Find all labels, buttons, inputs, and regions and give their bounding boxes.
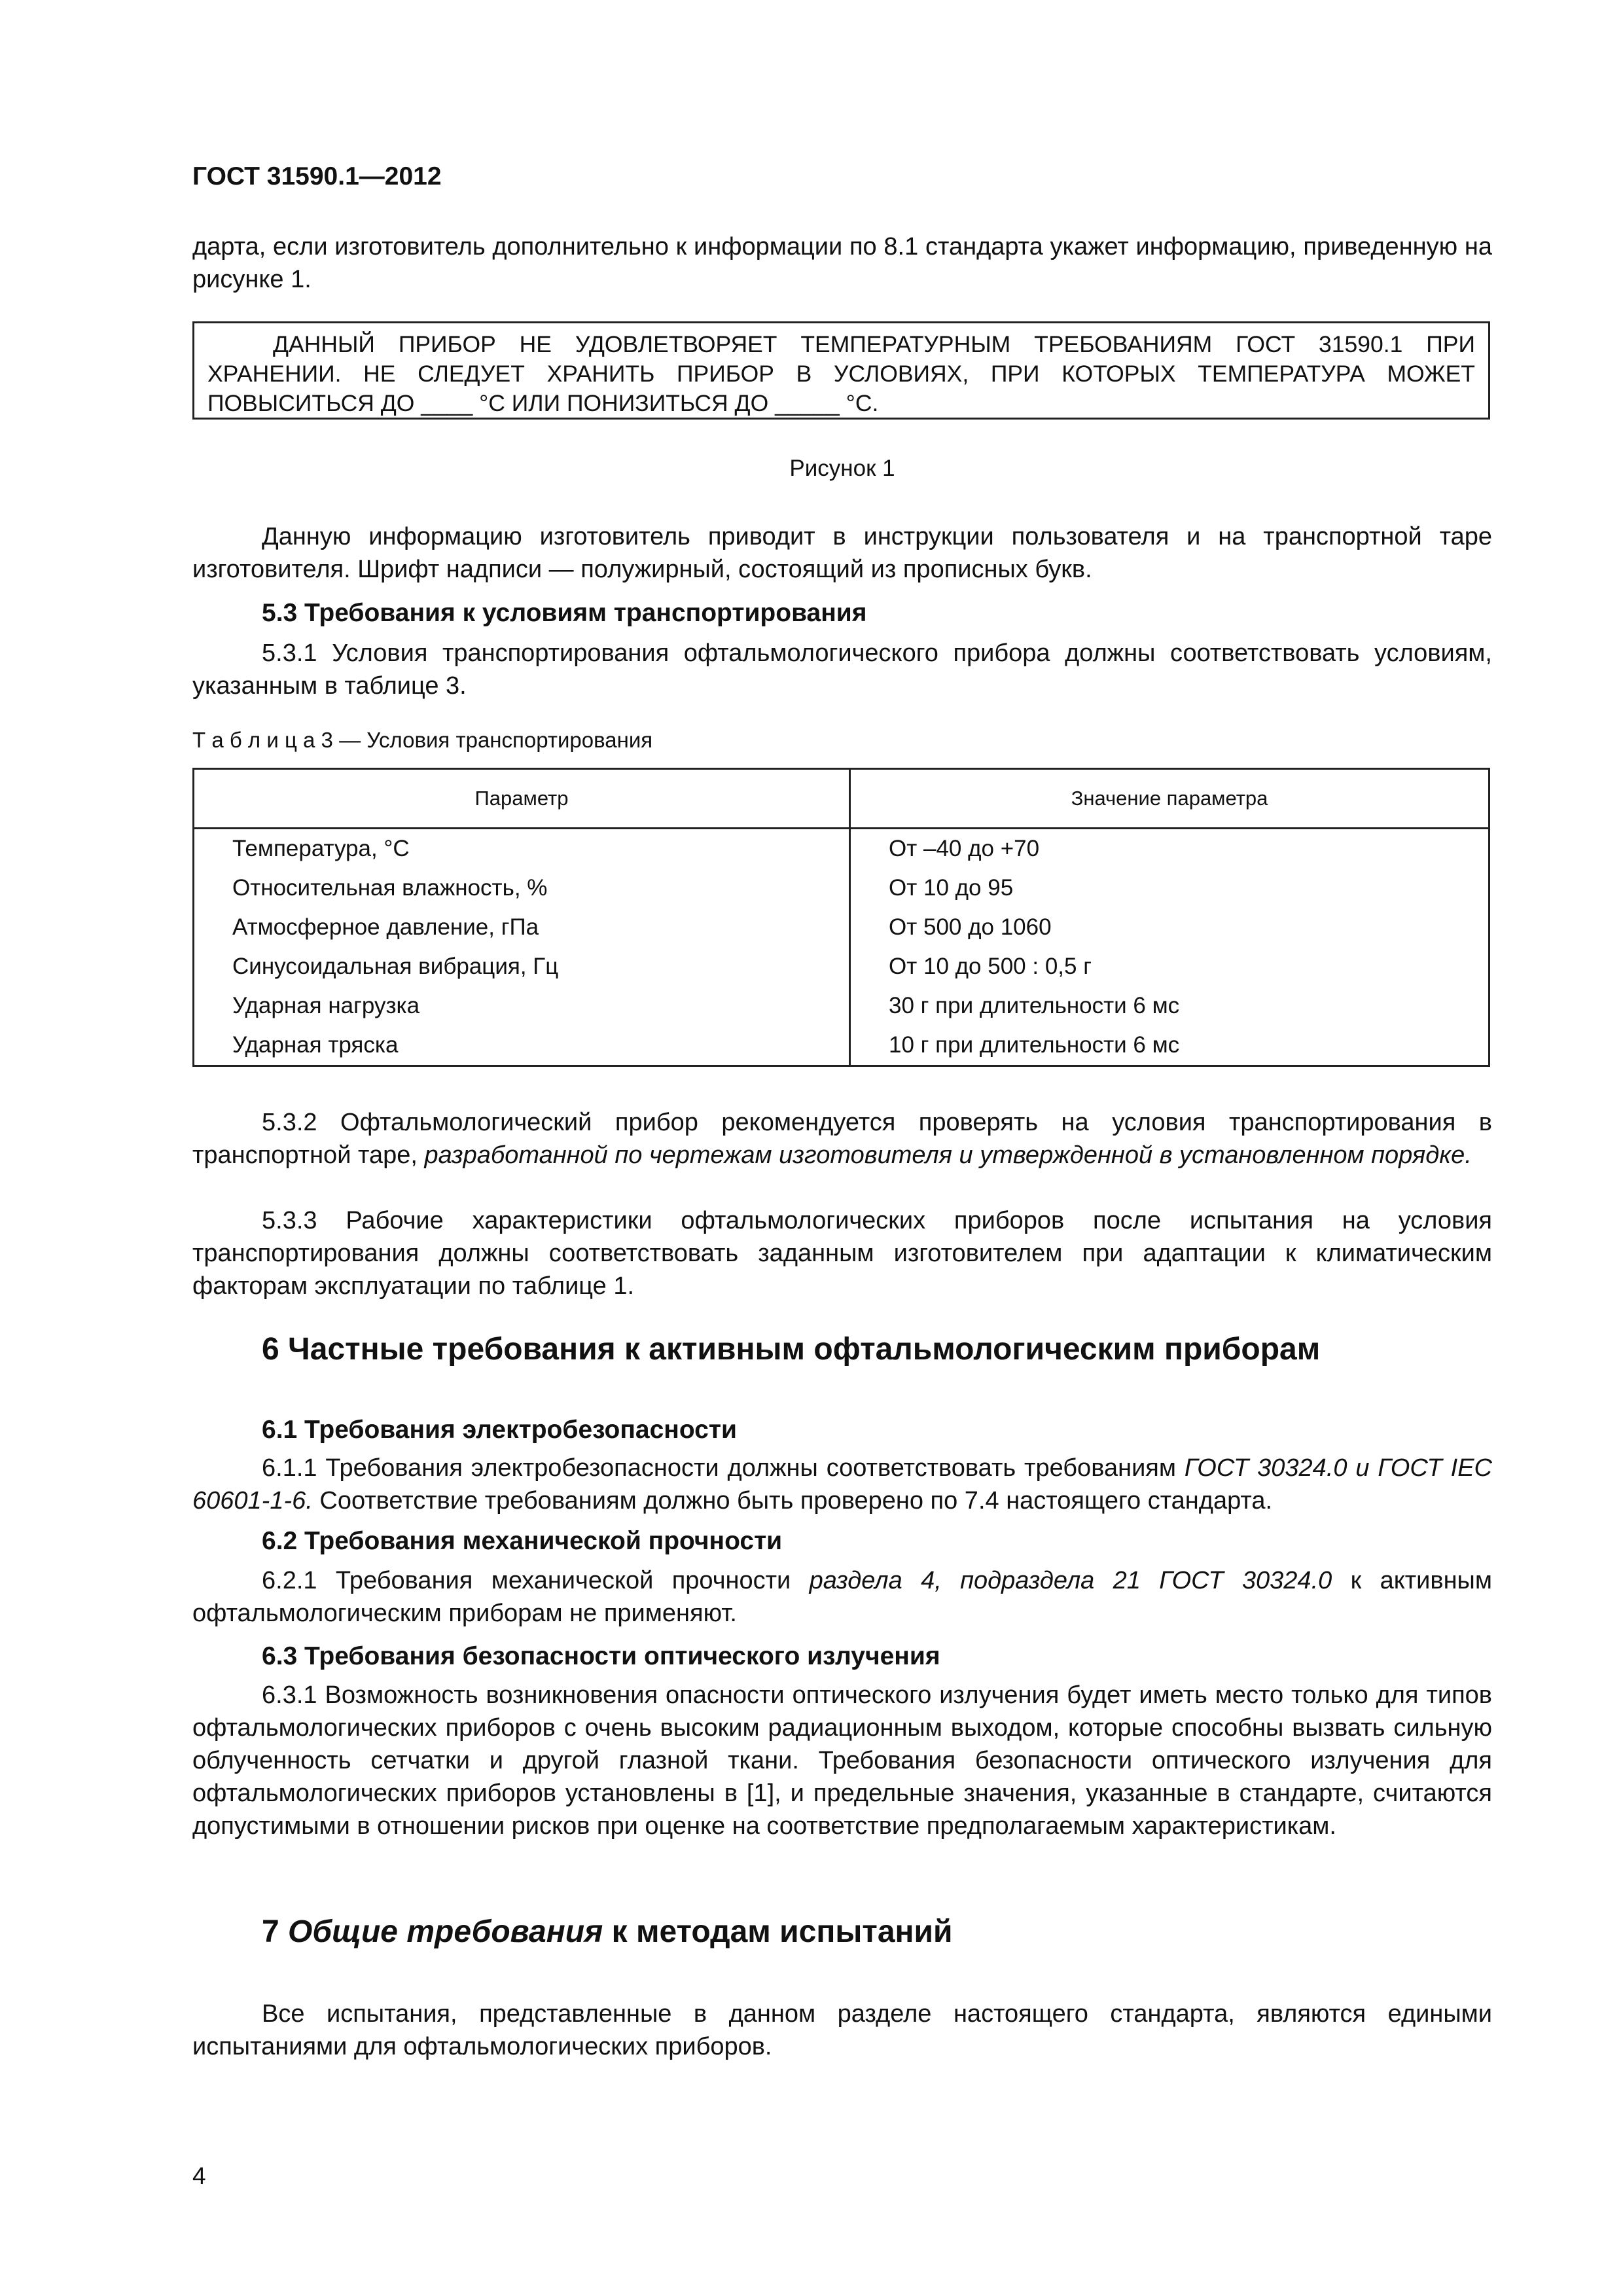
- table-row: [194, 908, 1489, 947]
- table-row: [194, 986, 1489, 1026]
- section-6-2-title: 6.2 Требования механической прочности: [262, 1527, 783, 1555]
- table-cell-parameter: Синусоидальная вибрация, Гц: [194, 947, 850, 986]
- section-7-paragraph: Все испытания, представленные в данном разделе настоящего стандарта, являются едиными испытаниями для офтальмологических приборов.: [192, 2000, 1492, 2060]
- section-5-3-title: 5.3 Требования к условиям транспортирования: [262, 599, 867, 627]
- table-header-row: [194, 769, 1489, 829]
- table-header-parameter: Параметр: [194, 769, 850, 829]
- figure-caption: Рисунок 1: [789, 456, 895, 481]
- para-6-1-1-italic: ГОСТ 30324.0 и ГОСТ IEC 60601-1-6.: [192, 1454, 1492, 1515]
- section-7-number: 7: [262, 1914, 289, 1949]
- table-caption-text: 3 — Условия транспортирования: [315, 728, 653, 752]
- document-header: ГОСТ 31590.1—2012: [192, 162, 442, 190]
- info-paragraph: Данную информацию изготовитель приводит в инструкции пользователя и на транспортной таре изготовителя. Шрифт надписи — полужирный, состоящий из прописных букв.: [192, 523, 1492, 583]
- table-row: [194, 869, 1489, 908]
- para-5-3-3: 5.3.3 Рабочие характеристики офтальмологических приборов после испытания на условия транспортирования должны соответствовать заданным изготовителем при адаптации к климатическим факторам эксплуатации по таблице 1.: [192, 1207, 1492, 1300]
- table-cell-value: 10 г при длительности 6 мс: [850, 1026, 1489, 1066]
- para-6-2-1-text-b: к активным офтальмологическим приборам не применяют.: [192, 1567, 1492, 1627]
- table-cell-value: 30 г при длительности 6 мс: [850, 986, 1489, 1026]
- para-6-2-1-italic: раздела 4, подраздела 21 ГОСТ 30324.0: [809, 1567, 1332, 1594]
- para-5-3-2-italic: разработанной по чертежам изготовителя и утвержденной в установленном порядке.: [424, 1141, 1472, 1169]
- para-6-1-1-text-a: 6.1.1 Требования электробезопасности должны соответствовать требованиям: [262, 1454, 1185, 1482]
- table-row: [194, 829, 1489, 869]
- section-7-title-rest: к методам испытаний: [603, 1914, 953, 1949]
- table-cell-parameter: Ударная нагрузка: [194, 986, 850, 1026]
- para-6-2-1-text-a: 6.2.1 Требования механической прочности: [262, 1567, 810, 1594]
- section-7-title: [262, 1916, 953, 1948]
- para-5-3-1: 5.3.1 Условия транспортирования офтальмологического прибора должны соответствовать условиям, указанным в таблице 3.: [192, 639, 1492, 700]
- table-cell-value: От 10 до 500 : 0,5 г: [850, 947, 1489, 986]
- section-6-3-title: 6.3 Требования безопасности оптического излучения: [262, 1642, 940, 1670]
- table-header-value: Значение параметра: [850, 769, 1489, 829]
- para-6-3-1: 6.3.1 Возможность возникновения опасности оптического излучения будет иметь место только для типов офтальмологических приборов с очень высоким радиационным выходом, которые способны вызвать сильную облученность сетчатки и другой глазной ткани. Требования безопасности оптического излучения для офтальмологических приборов установлены в [1], и предельные значения, указанные в стандарте, считаются допустимыми в отношении рисков при оценке на соответствие предполагаемым характеристикам.: [192, 1681, 1492, 1840]
- table-caption-label: Т а б л и ц а: [192, 728, 315, 752]
- para-5-3-2-text: 5.3.2 Офтальмологический прибор рекомендуется проверять на условия транспортирования в транспортной таре,: [192, 1109, 1492, 1169]
- table-row: [194, 1026, 1489, 1066]
- table-cell-parameter: Атмосферное давление, гПа: [194, 908, 850, 947]
- para-6-1-1-text-b: Соответствие требованиям должно быть проверено по 7.4 настоящего стандарта.: [312, 1487, 1273, 1515]
- table-cell-parameter: Относительная влажность, %: [194, 869, 850, 908]
- table-caption: [192, 724, 652, 757]
- table-cell-parameter: Температура, °С: [194, 829, 850, 869]
- warning-notice-box: ДАННЫЙ ПРИБОР НЕ УДОВЛЕТВОРЯЕТ ТЕМПЕРАТУРНЫМ ТРЕБОВАНИЯМ ГОСТ 31590.1 ПРИ ХРАНЕНИИ. НЕ СЛЕДУЕТ ХРАНИТЬ ПРИБОР В УСЛОВИЯХ, ПРИ КОТОРЫХ ТЕМПЕРАТУРА МОЖЕТ ПОВЫСИТЬСЯ ДО ____ °С ИЛИ ПОНИЗИТЬСЯ ДО _____ °С.: [192, 321, 1490, 420]
- section-7-title-italic: Общие требования: [288, 1914, 603, 1949]
- section-6-title: 6 Частные требования к активным офтальмологическим приборам: [262, 1332, 1321, 1367]
- table-cell-value: От –40 до +70: [850, 829, 1489, 869]
- intro-paragraph: дарта, если изготовитель дополнительно к информации по 8.1 стандарта укажет информацию, приведенную на рисунке 1.: [192, 233, 1492, 293]
- para-5-3-2: [192, 1106, 1492, 1172]
- transport-conditions-table: [192, 768, 1490, 1067]
- section-6-1-title: 6.1 Требования электробезопасности: [262, 1416, 737, 1444]
- para-6-2-1: [192, 1564, 1492, 1630]
- para-6-1-1: [192, 1452, 1492, 1517]
- table-cell-value: От 500 до 1060: [850, 908, 1489, 947]
- table-cell-value: От 10 до 95: [850, 869, 1489, 908]
- table-row: [194, 947, 1489, 986]
- table-cell-parameter: Ударная тряска: [194, 1026, 850, 1066]
- page-number: 4: [192, 2162, 206, 2189]
